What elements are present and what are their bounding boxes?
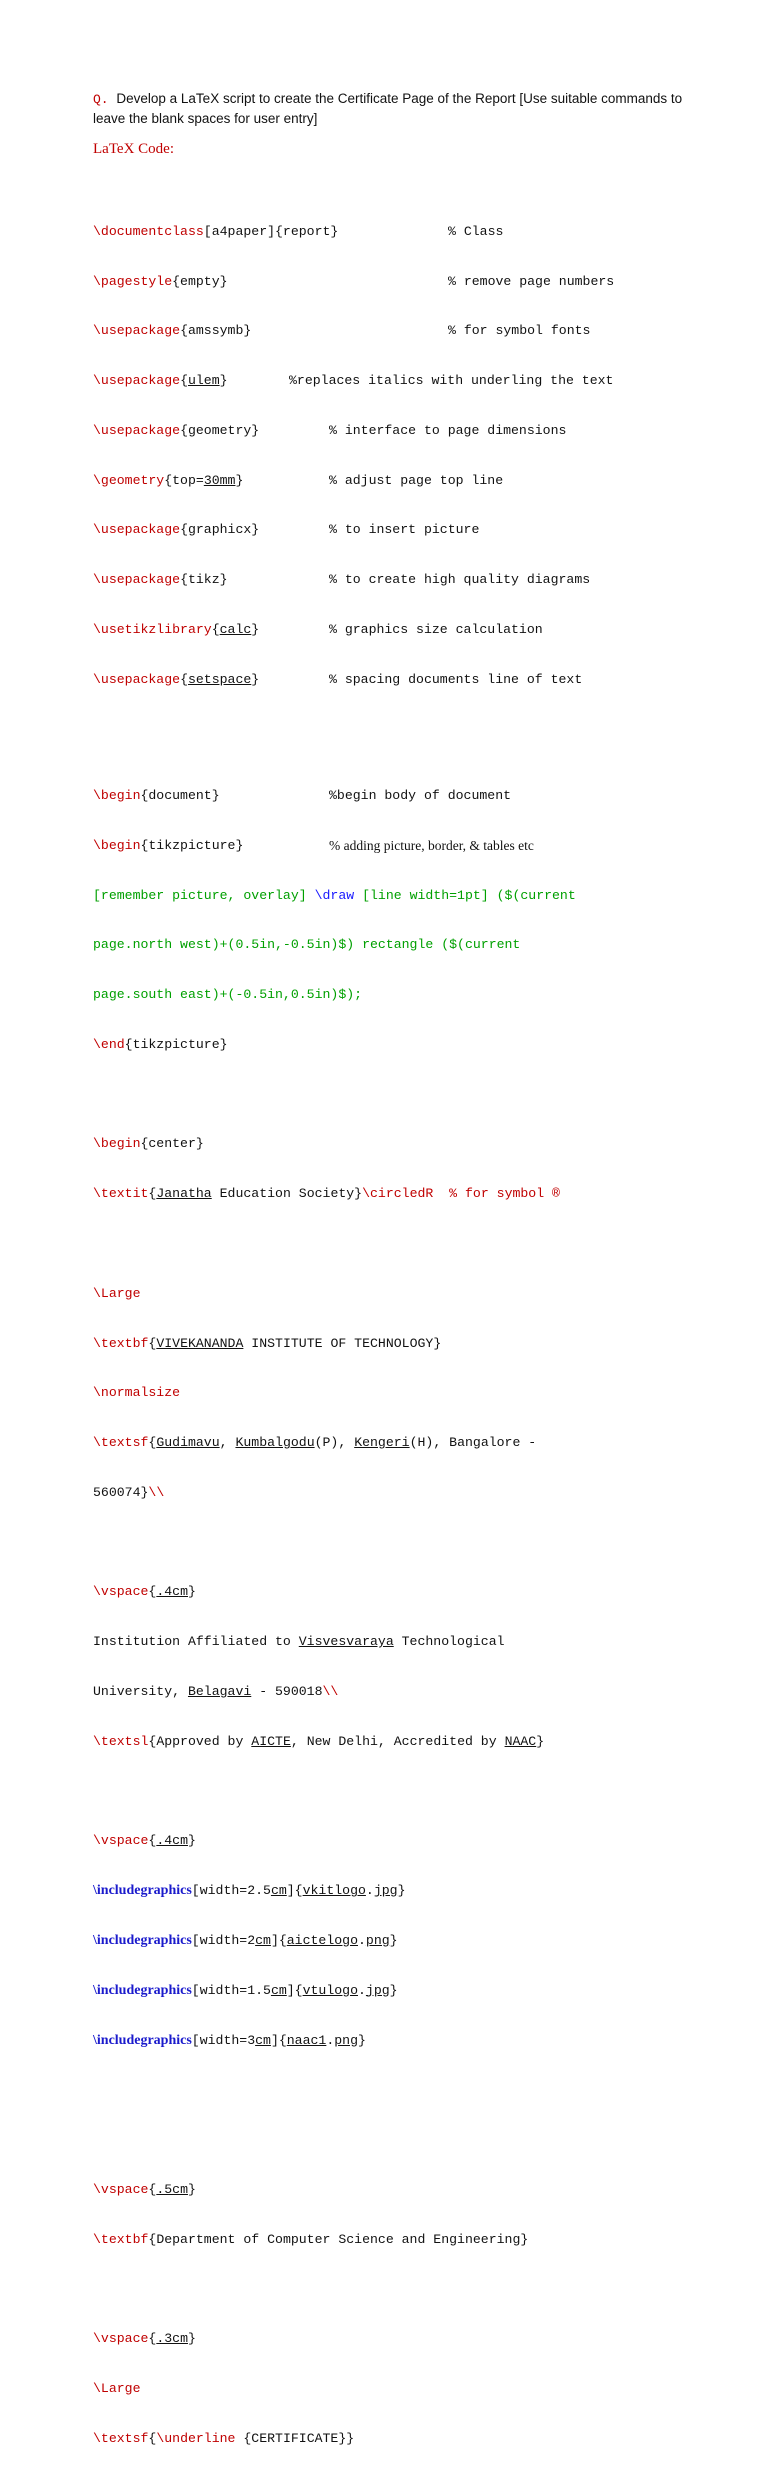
code-line: \Large <box>93 2380 141 2396</box>
code-line: \begin{center} <box>93 1136 204 1152</box>
code-line: \textsf{Gudimavu, Kumbalgodu(P), Kengeri(H), Bangalore - <box>93 1435 537 1451</box>
code-line: \includegraphics[width=1.5cm]{vtulogo.jpg} <box>93 1982 398 1998</box>
code-line: \textsl{Approved by AICTE, New Delhi, Accredited by NAAC} <box>93 1733 545 1749</box>
code-line: \textbf{Department of Computer Science and Engineering} <box>93 2231 529 2247</box>
code-line: \usetikzlibrary{calc} % graphics size calculation <box>93 622 543 638</box>
question-text <box>93 89 693 128</box>
code-line: \Large <box>93 1285 141 1301</box>
code-line: \usepackage{tikz} % to create high quality diagrams <box>93 572 591 588</box>
latex-code-heading: LaTeX Code: <box>93 141 175 157</box>
code-line: 560074}\\ <box>93 1484 165 1500</box>
code-line: \textit{Janatha Education Society}\circledR % for symbol ® <box>93 1186 560 1202</box>
code-line: \geometry{top=30mm} % adjust page top line <box>93 472 504 488</box>
code-line: Institution Affiliated to Visvesvaraya Technological <box>93 1634 505 1650</box>
code-line: page.south east)+(-0.5in,0.5in)$); <box>93 987 363 1003</box>
question-label: Q. <box>93 92 109 107</box>
question-body: Develop a LaTeX script to create the Certificate Page of the Report [Use suitable commands to leave the blank spaces for user entry] <box>93 91 683 126</box>
code-line: \usepackage{ulem} %replaces italics with underling the text <box>93 373 614 389</box>
code-line: [remember picture, overlay] \draw [line width=1pt] ($(current <box>93 887 576 903</box>
code-line: \includegraphics[width=2.5cm]{vkitlogo.jpg} <box>93 1883 406 1899</box>
code-line: \usepackage{graphicx} % to insert picture <box>93 522 480 538</box>
code-line: \normalsize <box>93 1385 181 1401</box>
code-line: \vspace{.3cm} <box>93 2331 196 2347</box>
code-line: University, Belagavi - 590018\\ <box>93 1684 339 1700</box>
latex-code-block <box>93 174 615 2481</box>
code-line: \vspace{.4cm} <box>93 1833 196 1849</box>
code-line: \includegraphics[width=3cm]{naac1.png} <box>93 2032 366 2048</box>
code-line: \begin{tikzpicture} % adding picture, border, & tables etc <box>93 837 534 853</box>
code-line: \pagestyle{empty} % remove page numbers <box>93 273 615 289</box>
code-line: page.north west)+(0.5in,-0.5in)$) rectangle ($(current <box>93 937 521 953</box>
code-line: \includegraphics[width=2cm]{aictelogo.png} <box>93 1932 398 1948</box>
code-line: \vspace{.4cm} <box>93 1584 196 1600</box>
code-line: \textbf{VIVEKANANDA INSTITUTE OF TECHNOLOGY} <box>93 1335 442 1351</box>
code-line: \end{tikzpicture} <box>93 1036 228 1052</box>
code-line: \usepackage{geometry} % interface to page dimensions <box>93 422 567 438</box>
code-line: \vspace{.5cm} <box>93 2181 196 2197</box>
code-line: \textsf{\underline {CERTIFICATE}} <box>93 2430 355 2446</box>
code-line: \usepackage{setspace} % spacing documents line of text <box>93 671 583 687</box>
code-line: \begin{document} %begin body of document <box>93 787 512 803</box>
code-line: \usepackage{amssymb} % for symbol fonts <box>93 323 591 339</box>
code-line: \documentclass[a4paper]{report} % Class <box>93 223 504 239</box>
